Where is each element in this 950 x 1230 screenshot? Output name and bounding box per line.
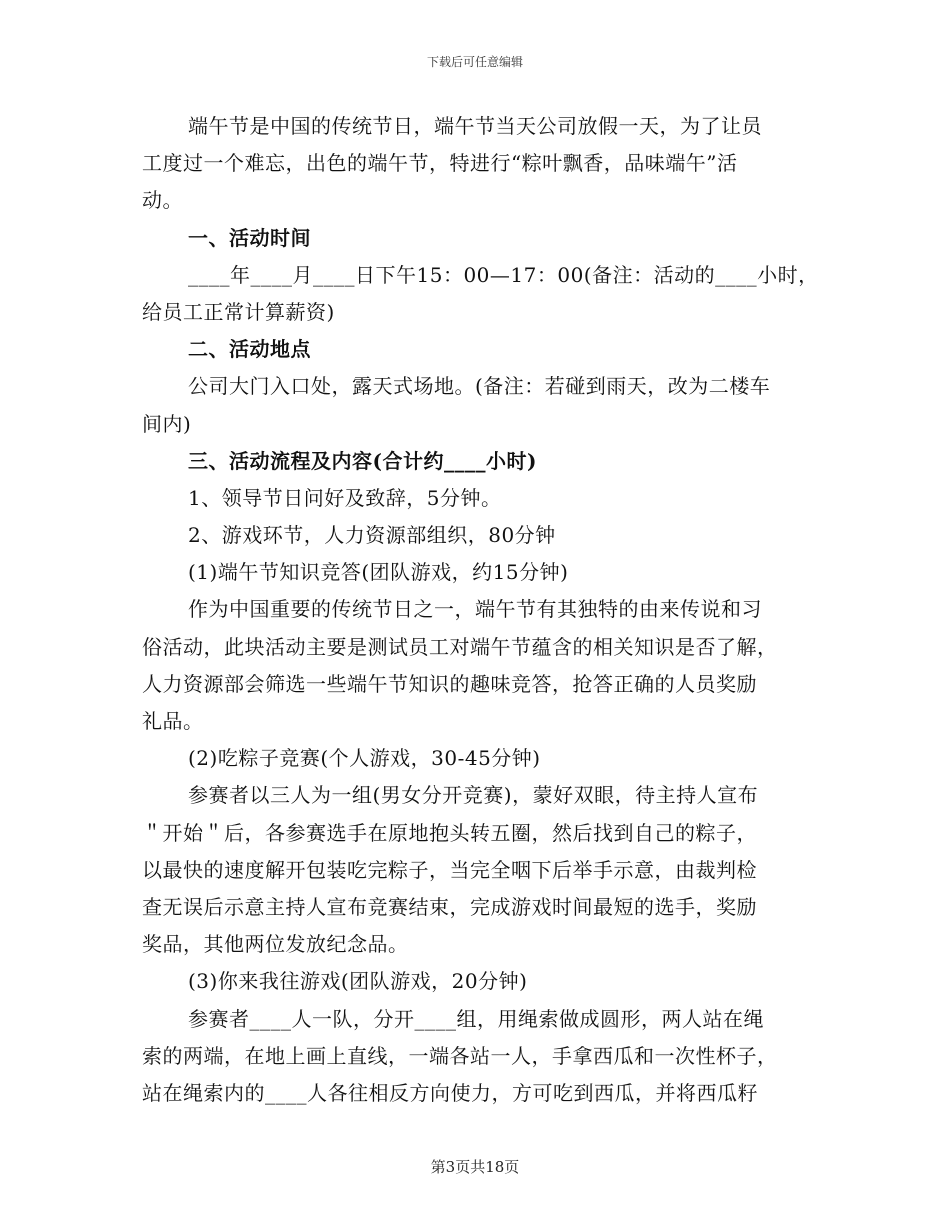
paragraph-line: 站在绳索内的____人各往相反方向使力，方可吃到西瓜，并将西瓜籽 xyxy=(142,1080,758,1105)
paragraph-line: 礼品。 xyxy=(142,709,204,733)
paragraph-line: 参赛者____人一队，分开____组，用绳索做成圆形，两人站在绳 xyxy=(188,1006,764,1031)
paragraph-line: 奖品，其他两位发放纪念品。 xyxy=(142,932,409,957)
list-item: 1、领导节日问好及致辞，5分钟。 xyxy=(188,485,502,510)
paragraph-line: 人力资源部会筛选一些端午节知识的趣味竞答，抢答正确的人员奖励 xyxy=(142,671,757,696)
subsection-heading: (2)吃粽子竞赛(个人游戏，30-45分钟) xyxy=(188,746,541,771)
paragraph-line: 公司大门入口处，露天式场地。(备注：若碰到雨天，改为二楼车 xyxy=(188,374,771,399)
paragraph-line: 端午节是中国的传统节日，端午节当天公司放假一天，为了让员 xyxy=(188,114,762,138)
section-heading-process: 三、活动流程及内容(合计约____小时) xyxy=(188,448,537,473)
paragraph-line: 动。 xyxy=(142,188,183,213)
paragraph-line: ____年____月____日下午15：00—17：00(备注：活动的____小时， xyxy=(188,262,819,287)
paragraph-line: 工度过一个难忘，出色的端午节，特进行“粽叶飘香，品味端午”活 xyxy=(142,151,738,176)
list-item: 2、游戏环节，人力资源部组织，80分钟 xyxy=(188,523,556,548)
paragraph-line: 作为中国重要的传统节日之一，端午节有其独特的由来传说和习 xyxy=(188,597,762,622)
paragraph-line: 间内) xyxy=(142,411,192,436)
paragraph-line: 以最快的速度解开包装吃完粽子，当完全咽下后举手示意，由裁判检 xyxy=(142,857,757,882)
paragraph-line: ＂开始＂后，各参赛选手在原地抱头转五圈，然后找到自己的粽子， xyxy=(142,820,757,845)
paragraph-line: 给员工正常计算薪资) xyxy=(142,299,335,324)
document-body xyxy=(142,108,819,1112)
section-heading-location: 二、活动地点 xyxy=(188,337,311,362)
subsection-heading: (1)端午节知识竞答(团队游戏，约15分钟) xyxy=(188,560,569,585)
section-heading-time: 一、活动时间 xyxy=(188,225,311,250)
page-header: 下载后可任意编辑 xyxy=(426,55,523,69)
paragraph-line: 俗活动，此块活动主要是测试员工对端午节蕴含的相关知识是否了解， xyxy=(142,634,778,659)
paragraph-line: 查无误后示意主持人宣布竞赛结束，完成游戏时间最短的选手，奖励 xyxy=(142,894,757,919)
page-footer: 第3页共18页 xyxy=(430,1158,520,1176)
paragraph-line: 索的两端，在地上画上直线，一端各站一人，手拿西瓜和一次性杯子， xyxy=(142,1043,778,1068)
paragraph-line: 参赛者以三人为一组(男女分开竞赛)，蒙好双眼，待主持人宣布 xyxy=(188,783,759,808)
subsection-heading: (3)你来我往游戏(团队游戏，20分钟) xyxy=(188,969,528,994)
